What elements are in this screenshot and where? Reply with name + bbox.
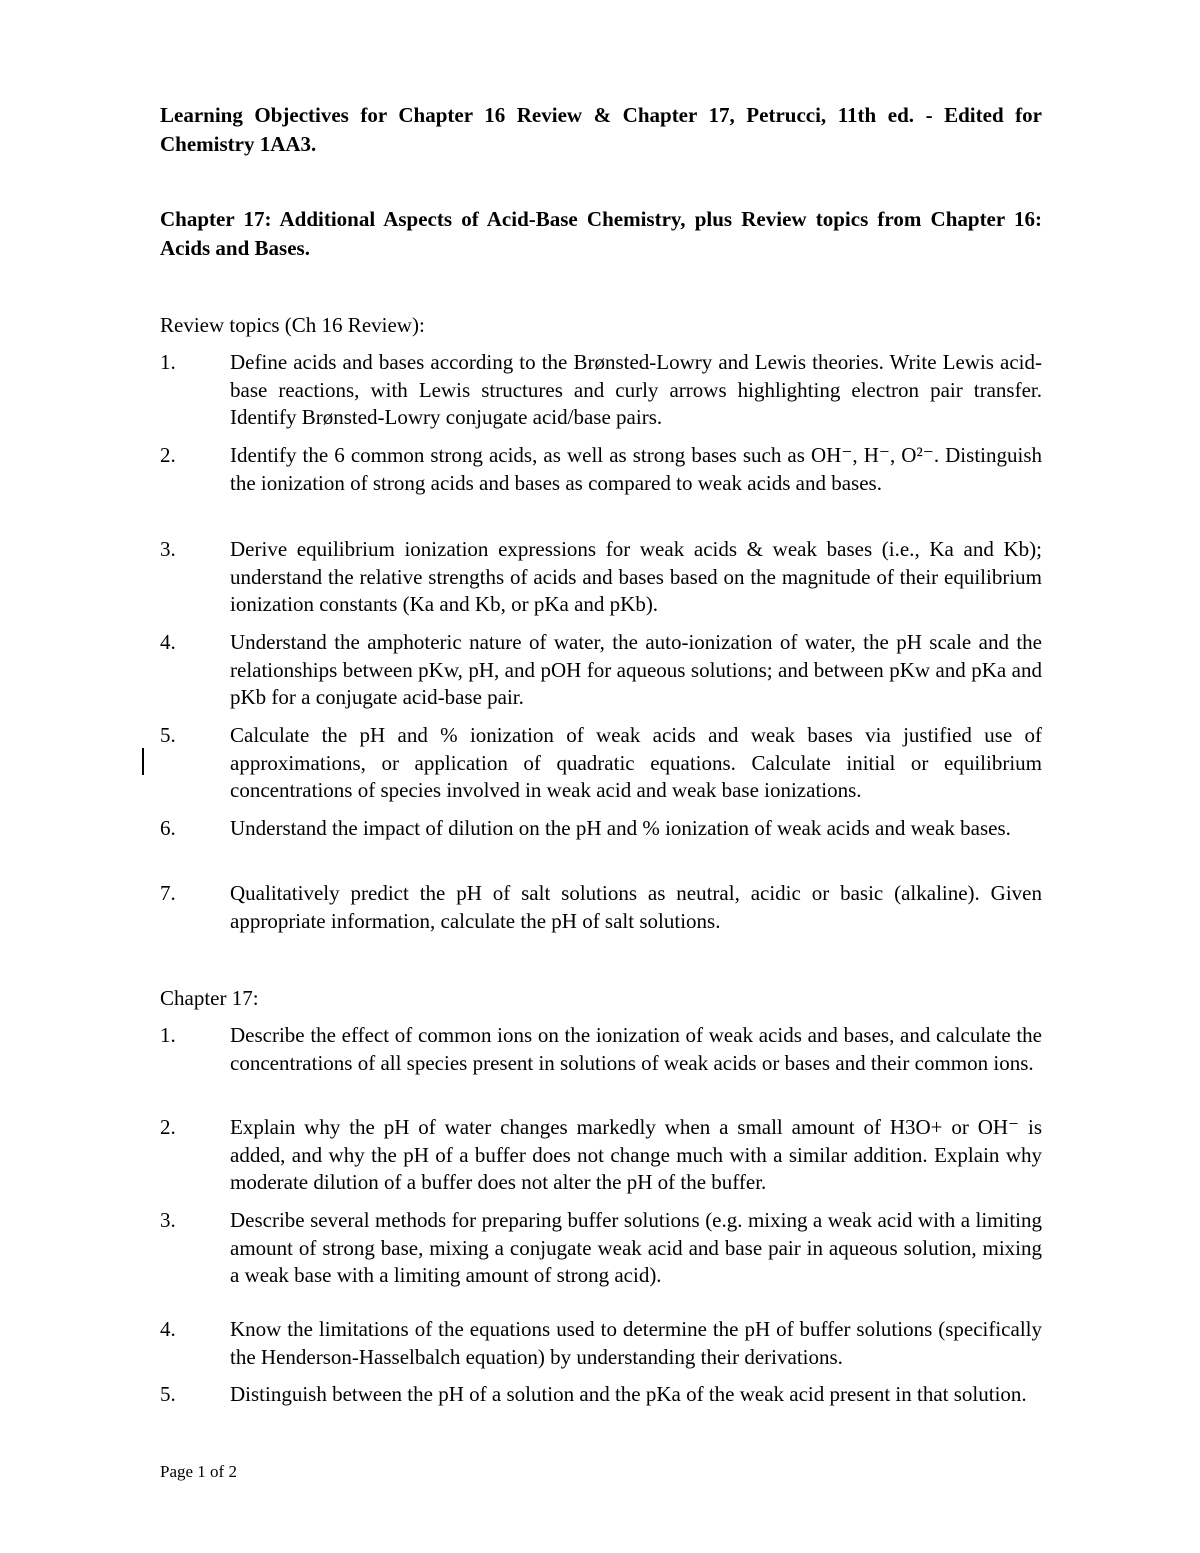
- item-text: Describe several methods for preparing buffer solutions (e.g. mixing a weak acid with a limiting amount of strong base, mixing a conjugate weak acid and base pair in aqueous solution, mixing a weak base with a limiting amount of strong acid).: [230, 1208, 1042, 1287]
- change-bar: [142, 748, 144, 775]
- item-text: Identify the 6 common strong acids, as well as strong bases such as OH⁻, H⁻, O²⁻. Distinguish the ionization of strong acids and bases as compared to weak acids and bases.: [230, 443, 1042, 495]
- item-number: 6.: [160, 816, 176, 840]
- item-text: Distinguish between the pH of a solution and the pKa of the weak acid present in that solution.: [230, 1382, 1027, 1406]
- item-number: 1.: [160, 350, 176, 374]
- chapter17-label: Chapter 17:: [160, 986, 259, 1010]
- page-number: Page 1 of 2: [160, 1462, 237, 1481]
- item-number: 5.: [160, 723, 176, 747]
- chapter-heading: Chapter 17: Additional Aspects of Acid-Base Chemistry, plus Review topics from Chapter 16: Acids and Bases.: [160, 207, 1042, 260]
- item-number: 1.: [160, 1023, 176, 1047]
- item-number: 5.: [160, 1382, 176, 1406]
- item-text: Derive equilibrium ionization expressions for weak acids & weak bases (i.e., Ka and Kb); understand the relative strengths of acids and bases based on the magnitude of their equilibrium ionization constants (Ka and Kb, or pKa and pKb).: [230, 537, 1042, 616]
- item-number: 2.: [160, 443, 176, 467]
- item-number: 7.: [160, 881, 176, 905]
- document-title: Learning Objectives for Chapter 16 Review & Chapter 17, Petrucci, 11th ed. - Edited for Chemistry 1AA3.: [160, 103, 1042, 156]
- review-topics-label: Review topics (Ch 16 Review):: [160, 313, 425, 337]
- item-text: Explain why the pH of water changes markedly when a small amount of H3O+ or OH⁻ is added, and why the pH of a buffer does not change much with a similar addition. Explain why moderate dilution of a buffer does not alter the pH of the buffer.: [230, 1115, 1042, 1194]
- item-text: Understand the impact of dilution on the pH and % ionization of weak acids and weak bases.: [230, 816, 1011, 840]
- item-number: 4.: [160, 1317, 176, 1341]
- item-text: Know the limitations of the equations used to determine the pH of buffer solutions (specifically the Henderson-Hasselbalch equation) by understanding their derivations.: [230, 1317, 1042, 1369]
- item-text: Describe the effect of common ions on the ionization of weak acids and bases, and calculate the concentrations of all species present in solutions of weak acids or bases and their common ions.: [230, 1023, 1042, 1075]
- item-number: 2.: [160, 1115, 176, 1139]
- item-text: Qualitatively predict the pH of salt solutions as neutral, acidic or basic (alkaline). Given appropriate information, calculate the pH of salt solutions.: [230, 881, 1042, 933]
- item-number: 3.: [160, 1208, 176, 1232]
- item-number: 3.: [160, 537, 176, 561]
- item-text: Understand the amphoteric nature of water, the auto-ionization of water, the pH scale and the relationships between pKw, pH, and pOH for aqueous solutions; and between pKw and pKa and pKb for a conjugate acid-base pair.: [230, 630, 1042, 709]
- item-number: 4.: [160, 630, 176, 654]
- item-text: Define acids and bases according to the Brønsted-Lowry and Lewis theories. Write Lewis acid-base reactions, with Lewis structures and curly arrows highlighting electron pair transfer. Identify Brønsted-Lowry conjugate acid/base pairs.: [230, 350, 1042, 429]
- item-text: Calculate the pH and % ionization of weak acids and weak bases via justified use of approximations, or application of quadratic equations. Calculate initial or equilibrium concentrations of species involved in weak acid and weak base ionizations.: [230, 723, 1042, 802]
